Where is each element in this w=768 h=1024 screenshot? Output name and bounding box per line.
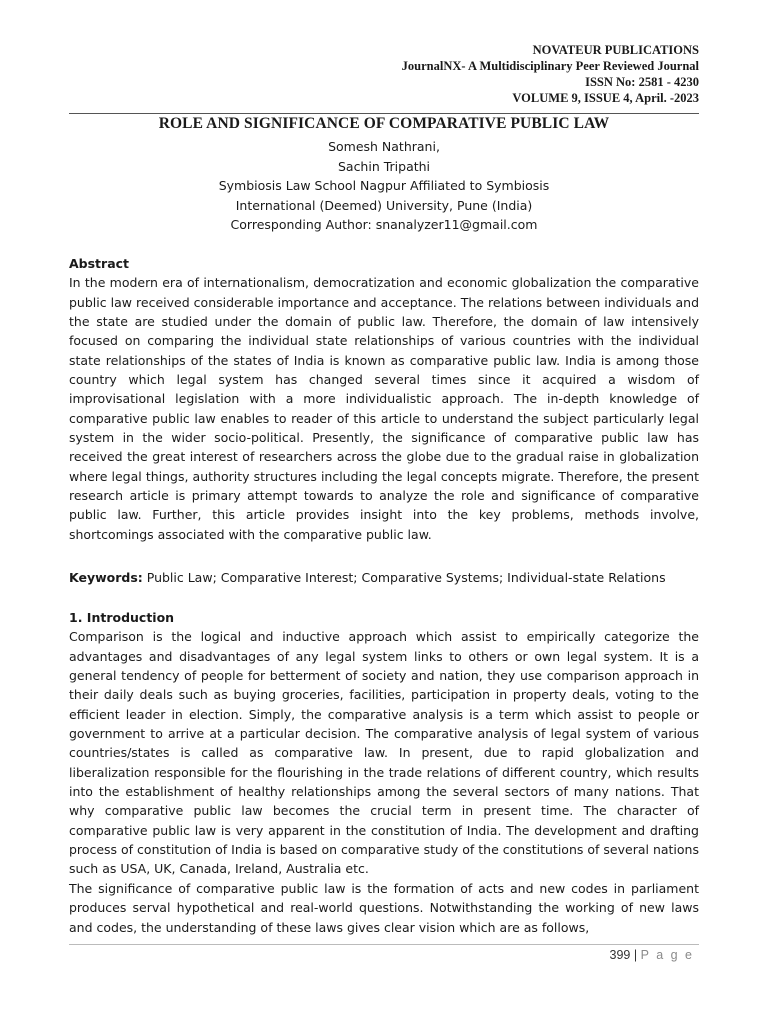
publisher-name: NOVATEUR PUBLICATIONS [532, 43, 699, 57]
footer-separator: | [633, 948, 638, 962]
keywords-label: Keywords: [69, 570, 143, 585]
introduction-paragraph: The significance of comparative public law is the formation of acts and new codes in parliament produces serval hypothetical and real-world questions. Notwithstanding the working of new laws and codes, the understanding of these laws gives clear vision which are as follows, [69, 880, 699, 935]
abstract-section [69, 254, 699, 544]
document-page [69, 0, 699, 1024]
abstract-heading: Abstract [69, 256, 130, 271]
corresponding-author: Corresponding Author: snanalyzer11@gmail.com [230, 217, 538, 233]
journal-header [402, 42, 699, 106]
author-name: Sachin Tripathi [337, 158, 431, 174]
introduction-section [69, 608, 699, 937]
keywords-section [69, 568, 699, 587]
volume-issue: VOLUME 9, ISSUE 4, April. -2023 [512, 91, 699, 105]
footer-rule [69, 944, 699, 945]
affiliation: International (Deemed) University, Pune (India) [235, 197, 533, 213]
page-label: P a g e [640, 948, 694, 962]
issn: ISSN No: 2581 - 4230 [585, 75, 699, 89]
paper-title: ROLE AND SIGNIFICANCE OF COMPARATIVE PUBLIC LAW [158, 115, 610, 132]
affiliation: Symbiosis Law School Nagpur Affiliated to Symbiosis [218, 178, 550, 194]
author-name: Somesh Nathrani, [328, 139, 440, 154]
journal-name: JournalNX- A Multidisciplinary Peer Reviewed Journal [401, 59, 699, 73]
introduction-paragraph: Comparison is the logical and inductive approach which assist to empirically categorize the advantages and disadvantages of any legal system links to others or own legal system. It is a general tendency of people for betterment of society and nation, they use comparison approach in their daily deals such as buying groceries, facilities, participation in property deals, voting to the efficient leader in election. Simply, the comparative analysis is a term which assist to people or government to arrive at a particular decision. The comparative analysis of legal system of various countries/states is called as comparative law. In present, due to rapid globalization and liberalization responsible for the flourishing in the trade relations of different country, which results into the establishment of healthy relationships among the several sectors of many nations. That why comparative public law becomes the crucial term in present time. The character of comparative public law is very apparent in the constitution of India. The development and drafting process of constitution of India is based on comparative study of the constitutions of several nations such as USA, UK, Canada, Ireland, Australia etc. [69, 629, 699, 877]
page-footer [610, 948, 694, 962]
author-block [69, 137, 699, 235]
header-rule [69, 113, 699, 114]
abstract-text: In the modern era of internationalism, democratization and economic globalization the comparative public law received considerable importance and acceptance. The relations between individuals and the state are studied under the domain of public law. Therefore, the domain of law intensively focused on comparing the individual state relationships of various countries with the individual state relationships of the states of India is known as comparative public law. India is among those country which legal system has changed several times since it acquired a wisdom of improvisational legislation with a more individualistic approach. The in-depth knowledge of comparative public law enables to reader of this article to understand the subject particularly legal system in the wider socio-political. Presently, the significance of comparative public law has received the great interest of researchers across the globe due to the gradual raise in globalization where legal things, authority structures including the legal concepts migrate. Therefore, the present research article is primary attempt towards to analyze the role and significance of comparative public law. Further, this article provides insight into the key problems, methods involve, shortcomings associated with the comparative public law. [69, 275, 699, 542]
introduction-heading: 1. Introduction [69, 610, 175, 625]
keywords-text: Public Law; Comparative Interest; Comparative Systems; Individual-state Relations [142, 570, 666, 585]
page-number: 399 [609, 948, 631, 962]
